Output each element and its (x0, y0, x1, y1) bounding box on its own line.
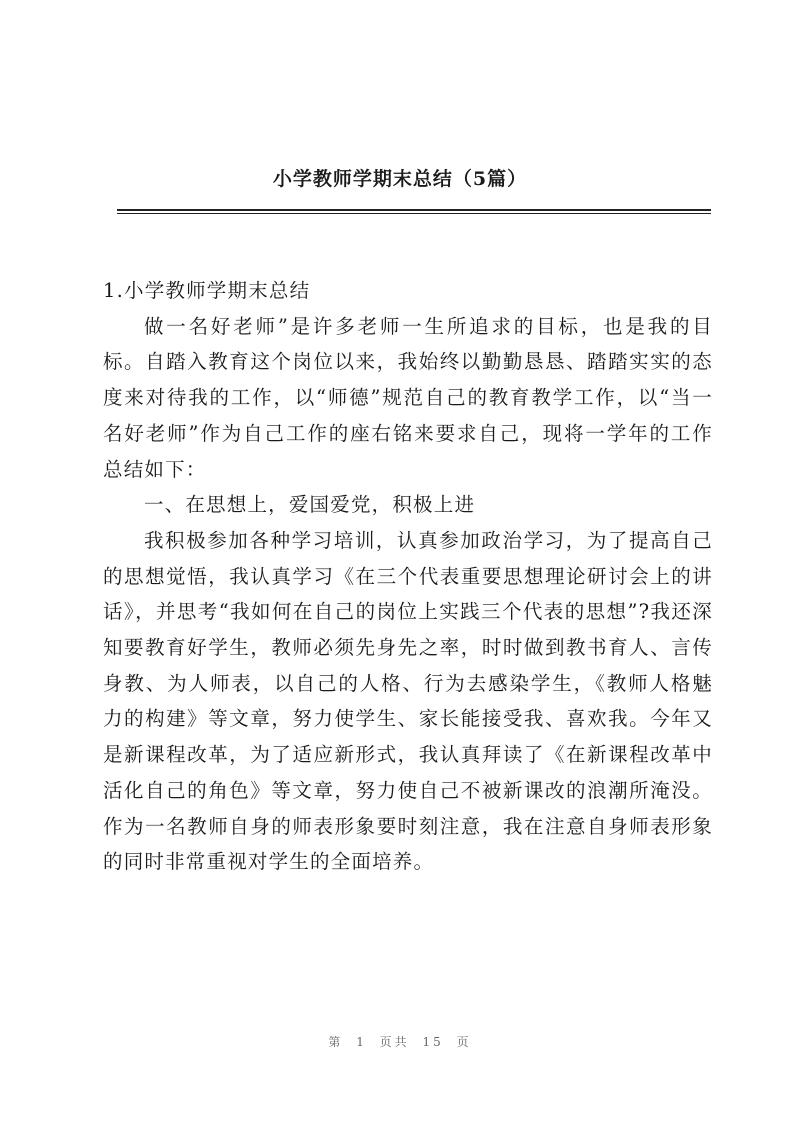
paragraph-thought: 我积极参加各种学习培训，认真参加政治学习，为了提高自己的思想觉悟，我认真学习《在三个代表重要思想理论研讨会上的讲话》，并思考“我如何在自己的岗位上实践三个代表的思想”?我还深知要教育好学生，教师必须先身先之率，时时做到教书育人、言传身教、为人师表，以自己的人格、行为去感染学生，《教师人格魅力的构建》等文章，努力使学生、家长能接受我、喜欢我。今年又是新课程改革，为了适应新形式，我认真拜读了《在新课程改革中活化自己的角色》等文章，努力使自己不被新课改的浪潮所淹没。作为一名教师自身的师表形象要时刻注意，我在注意自身师表形象的同时非常重视对学生的全面培养。 (103, 528, 713, 874)
title-divider (117, 209, 711, 211)
paragraph-intro: 做一名好老师”是许多老师一生所追求的目标，也是我的目标。自踏入教育这个岗位以来，我始终以勤勤恳恳、踏踏实实的态度来对待我的工作，以“师德”规范自己的教育教学工作，以“当一名好老师”作为自己工作的座右铭来要求自己，现将一学年的工作总结如下： (103, 314, 713, 481)
section-heading: 1.小学教师学期末总结 (103, 279, 311, 302)
title-divider-thin (117, 213, 711, 214)
document-body (103, 273, 713, 880)
page-title: 小学教师学期末总结（5篇） (272, 168, 528, 190)
subheading-thought: 一、在思想上，爱国爱党，积极上进 (143, 493, 476, 517)
page-footer: 第 1 页共 15 页 (328, 1035, 472, 1049)
